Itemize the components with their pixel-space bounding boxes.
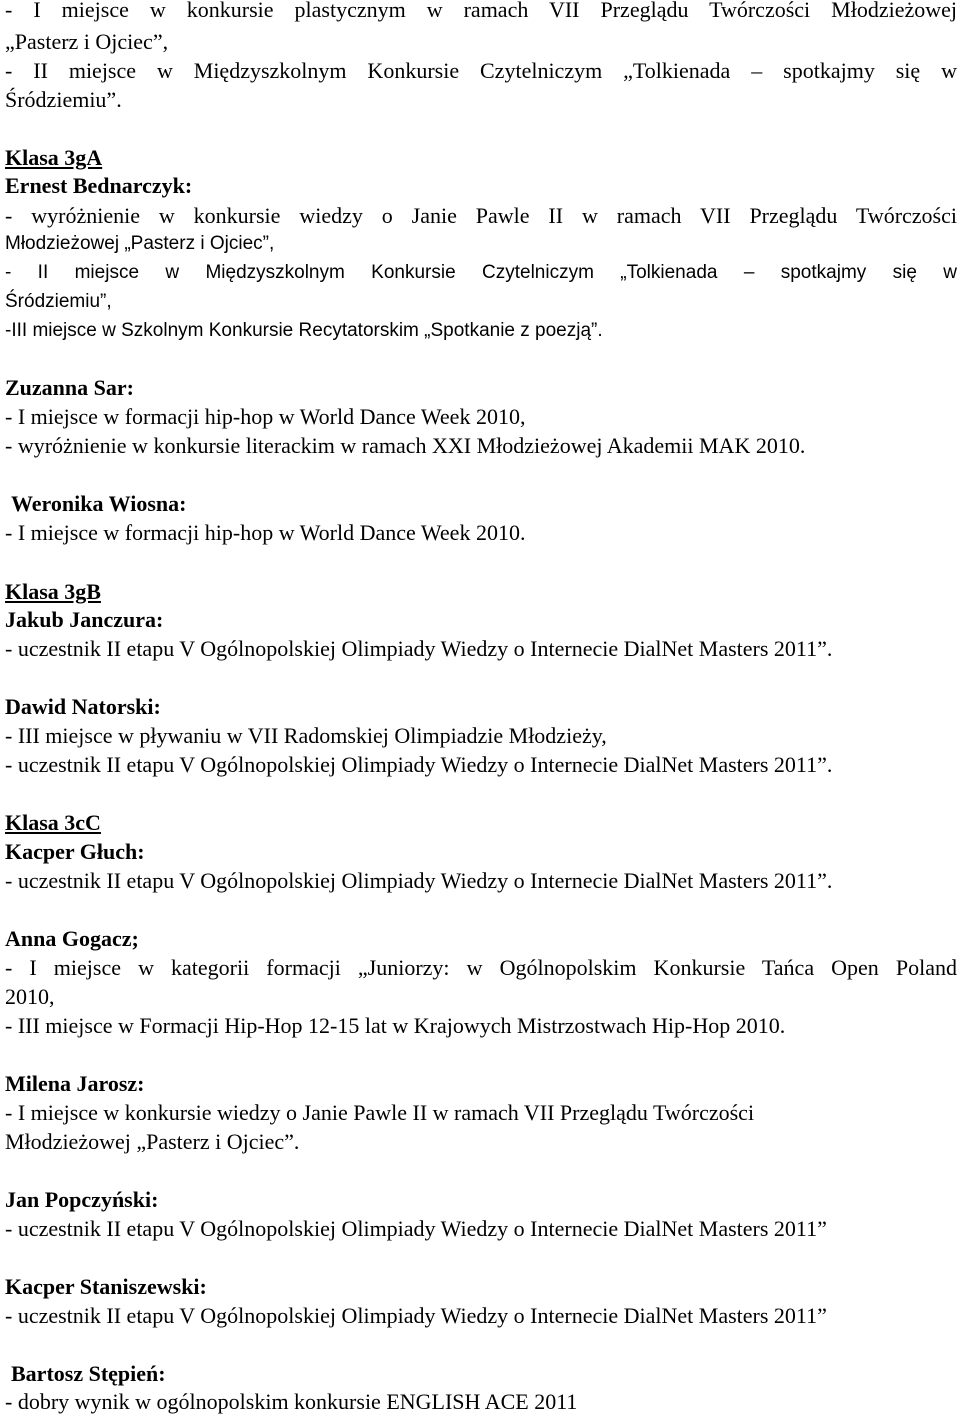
award-line: - II miejsce w Międzyszkolnym Konkursie Czytelniczym „Tolkienada – spotkajmy się w — [5, 262, 957, 283]
student-name: Kacper Staniszewski: — [5, 1274, 207, 1299]
student-name: Weronika Wiosna: — [11, 491, 187, 516]
award-line: - uczestnik II etapu V Ogólnopolskiej Olimpiady Wiedzy o Internecie DialNet Masters 2011”. — [5, 752, 833, 777]
award-line: - uczestnik II etapu V Ogólnopolskiej Olimpiady Wiedzy o Internecie DialNet Masters 2011”. — [5, 868, 833, 893]
award-line: - II miejsce w Międzyszkolnym Konkursie Czytelniczym „Tolkienada – spotkajmy się w — [5, 58, 957, 83]
student-name: Bartosz Stępień: — [11, 1361, 166, 1386]
class-heading: Klasa 3gA — [5, 145, 103, 170]
student-name: Jakub Janczura: — [5, 607, 164, 632]
award-line: - uczestnik II etapu V Ogólnopolskiej Olimpiady Wiedzy o Internecie DialNet Masters 2011” — [5, 1216, 827, 1241]
award-line: 2010, — [5, 984, 55, 1009]
student-name: Kacper Głuch: — [5, 839, 145, 864]
award-line: - I miejsce w konkursie wiedzy o Janie Pawle II w ramach VII Przeglądu Twórczości — [5, 1100, 755, 1125]
student-name: Anna Gogacz; — [5, 926, 139, 951]
award-line: - I miejsce w formacji hip-hop w World Dance Week 2010, — [5, 404, 526, 429]
award-line: - wyróżnienie w konkursie literackim w ramach XXI Młodzieżowej Akademii MAK 2010. — [5, 433, 806, 458]
award-line: - I miejsce w kategorii formacji „Juniorzy: w Ogólnopolskim Konkursie Tańca Open Poland — [5, 955, 957, 980]
class-heading: Klasa 3gB — [5, 579, 101, 604]
award-line: - dobry wynik w ogólnopolskim konkursie ENGLISH ACE 2011 — [5, 1389, 578, 1414]
award-line: Śródziemiu”, — [5, 291, 112, 312]
student-name: Milena Jarosz: — [5, 1071, 145, 1096]
award-line: Młodzieżowej „Pasterz i Ojciec”. — [5, 1129, 300, 1154]
award-line: - III miejsce w Formacji Hip-Hop 12-15 lat w Krajowych Mistrzostwach Hip-Hop 2010. — [5, 1013, 786, 1038]
student-name: Dawid Natorski: — [5, 694, 161, 719]
award-line: - III miejsce w pływaniu w VII Radomskiej Olimpiadzie Młodzieży, — [5, 723, 607, 748]
award-line: - uczestnik II etapu V Ogólnopolskiej Olimpiady Wiedzy o Internecie DialNet Masters 2011” — [5, 1303, 827, 1328]
award-line: - I miejsce w konkursie plastycznym w ramach VII Przeglądu Twórczości Młodzieżowej — [5, 0, 957, 22]
student-name: Jan Popczyński: — [5, 1187, 159, 1212]
award-line: - wyróżnienie w konkursie wiedzy o Janie Pawle II w ramach VII Przeglądu Twórczości — [5, 203, 957, 228]
award-line: - I miejsce w formacji hip-hop w World Dance Week 2010. — [5, 520, 526, 545]
student-name: Zuzanna Sar: — [5, 375, 134, 400]
award-line: -III miejsce w Szkolnym Konkursie Recytatorskim „Spotkanie z poezją”. — [5, 320, 603, 341]
award-line: - uczestnik II etapu V Ogólnopolskiej Olimpiady Wiedzy o Internecie DialNet Masters 2011”. — [5, 636, 833, 661]
award-line: Śródziemiu”. — [5, 87, 122, 112]
award-line: Młodzieżowej „Pasterz i Ojciec”, — [5, 233, 275, 254]
award-line: „Pasterz i Ojciec”, — [5, 29, 169, 54]
class-heading: Klasa 3cC — [5, 810, 101, 835]
student-name: Ernest Bednarczyk: — [5, 173, 193, 198]
